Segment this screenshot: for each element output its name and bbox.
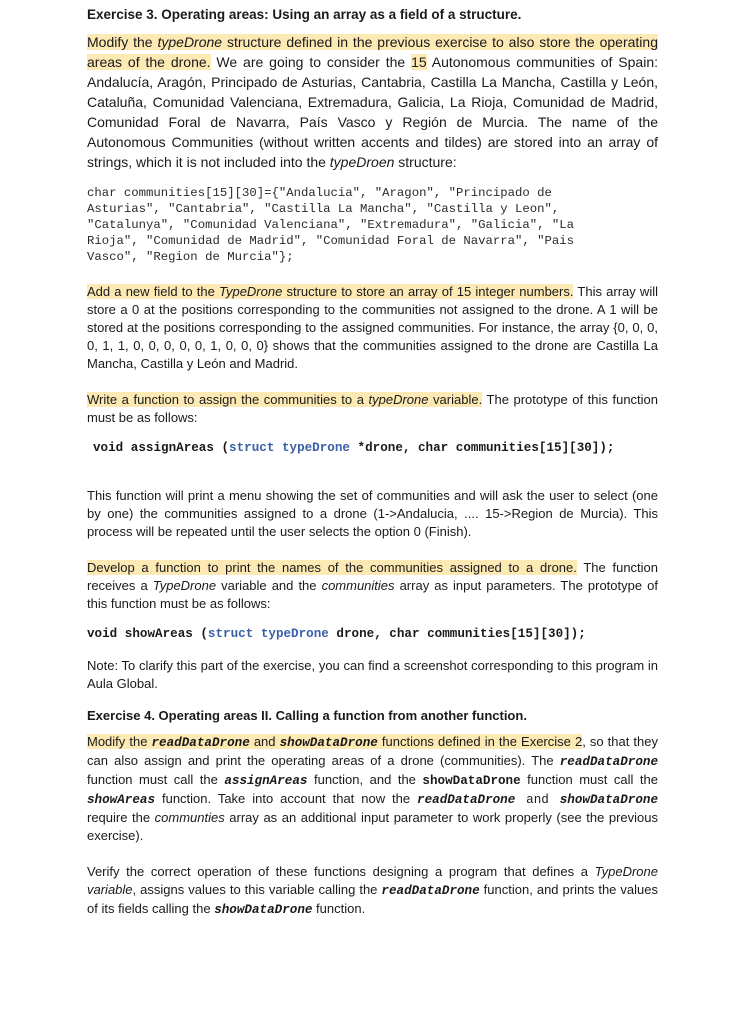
code-line: "Catalunya", "Comunidad Valenciana", "Extremadura", "Galicia", "La: [87, 218, 575, 232]
exercise-4-modify-paragraph: Modify the readDataDrone and showDataDrone functions defined in the Exercise 2, so that they can also assign and print the operating areas of a drone (communities). The readDataDrone function must call the assignAreas function, and the showDataDrone function must call the showAreas function. Take into account that now the readDataDrone and showDataDrone require the communties array as an additional input parameter to work properly (see the previous exercise).: [87, 734, 659, 843]
exercise-3-title: Exercise 3. Operating areas: Using an array as a field of a structure.: [87, 7, 522, 22]
code-line: char communities[15][30]={"Andalucia", "Aragon", "Principado de: [87, 186, 552, 200]
highlight: Add a new field to the TypeDrone structure to store an array of 15 integer numbers.: [87, 284, 574, 299]
assign-areas-prototype: void assignAreas (struct typeDrone *drone, char communities[15][30]);: [93, 441, 615, 455]
exercise-4-title: Exercise 4. Operating areas II. Calling a function from another function.: [87, 708, 527, 723]
highlight: Modify the typeDrone structure defined in the previous exercise to also store the operating areas of the drone.: [87, 34, 658, 70]
code-line: Rioja", "Comunidad de Madrid", "Comunidad Foral de Navarra", "Pais: [87, 234, 575, 248]
communities-code-block: [87, 185, 658, 265]
exercise-3-field-paragraph: Add a new field to the TypeDrone structure to store an array of 15 integer numbers. This array will store a 0 at the positions corresponding to the communities not assigned to the drone. A 1 will be stored at the positions corresponding to the assigned communities. For instance, the array {0, 0, 0, 0, 1, 1, 0, 0, 0, 0, 0, 1, 0, 0, 0} shows that the communities assigned to the drone are Castilla La Mancha, Castilla y León and Madrid.: [87, 284, 658, 371]
code-line: Asturias", "Cantabria", "Castilla La Mancha", "Castilla y Leon",: [87, 202, 560, 216]
exercise-3-menu-paragraph: This function will print a menu showing the set of communities and will ask the user to select (one by one) the communities assigned to a drone (1->Andalucia, .... 15->Region de Murcia). This process will be repeated until the user selects the option 0 (Finish).: [87, 488, 658, 539]
exercise-3-assign-paragraph: Write a function to assign the communities to a typeDrone variable. The prototype of this function must be as follows:: [87, 392, 659, 425]
exercise-3-intro-paragraph: Modify the typeDrone structure defined in the previous exercise to also store the operating areas of the drone. We are going to consider the 15 Autonomous communities of Spain: Andalucía, Aragón, Principado de Asturias, Cantabria, Castilla La Mancha, Castilla y León, Cataluña, Comunidad Valenciana, Extremadura, Galicia, La Rioja, Comunidad de Madrid, Comunidad Foral de Navarra, País Vasco y Región de Murcia. The name of the Autonomous Communities (without written accents and tildes) are stored into an array of strings, which it is not included into the typeDroen structure:: [87, 34, 658, 170]
exercise-3-note: Note: To clarify this part of the exercise, you can find a screenshot corresponding to this program in Aula Global.: [87, 658, 658, 691]
highlight: Write a function to assign the communities to a typeDrone variable.: [87, 392, 483, 407]
highlight: Modify the readDataDrone and showDataDrone functions defined in the Exercise 2: [87, 734, 583, 750]
code-line: Vasco", "Region de Murcia"};: [87, 250, 294, 264]
exercise-3-show-paragraph: Develop a function to print the names of the communities assigned to a drone. The function receives a TypeDrone variable and the communities array as input parameters. The prototype of this function must be as follows:: [87, 560, 659, 611]
show-areas-prototype: void showAreas (struct typeDrone drone, char communities[15][30]);: [87, 627, 586, 641]
highlight-number: 15: [411, 54, 427, 70]
highlight: Develop a function to print the names of the communities assigned to a drone.: [87, 560, 577, 575]
exercise-4-verify-paragraph: Verify the correct operation of these functions designing a program that defines a TypeDrone variable, assigns values to this variable calling the readDataDrone function, and prints the values of its fields calling the showDataDrone function.: [87, 864, 658, 917]
